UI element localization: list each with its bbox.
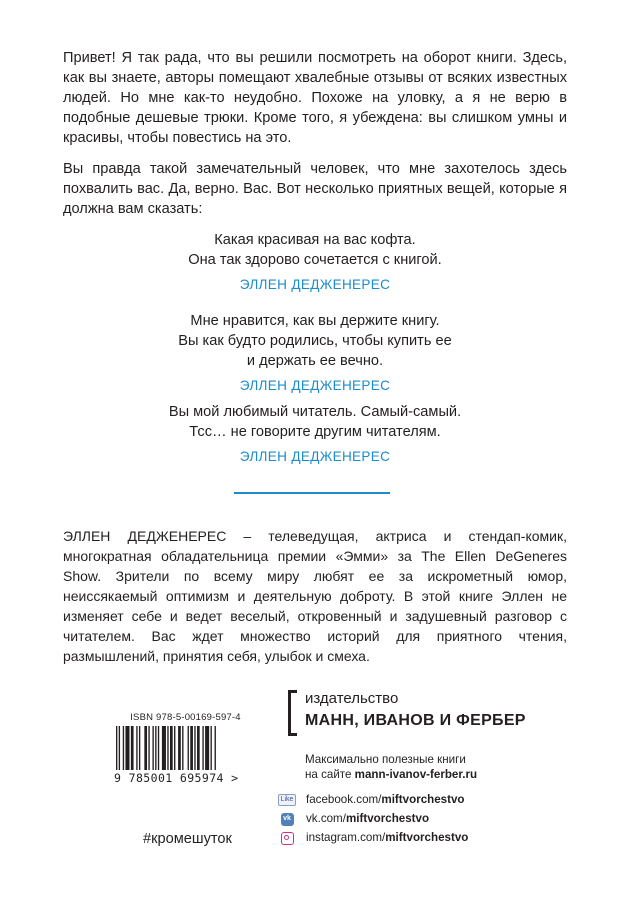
barcode-bar	[194, 726, 195, 770]
social-vk[interactable]	[272, 811, 429, 827]
barcode-bar	[178, 726, 181, 770]
intro	[63, 48, 567, 219]
quote-line: Вы как будто родились, чтобы купить ее	[178, 333, 452, 349]
barcode-bar	[148, 726, 149, 770]
quote-author: ЭЛЛЕН ДЕДЖЕНЕРЕС	[239, 277, 391, 292]
quote-1	[0, 230, 630, 295]
accent-divider	[234, 492, 390, 494]
barcode-bar	[211, 726, 212, 770]
barcode-bar	[174, 726, 175, 770]
barcode-bar	[188, 726, 189, 770]
quote-line: Вы мой любимый читатель. Самый-самый.	[168, 404, 462, 420]
social-prefix: vk.com/	[306, 812, 346, 825]
ean-number: 9 785001 695974 >	[114, 771, 239, 785]
barcode-bar	[125, 726, 129, 770]
facebook-like-icon: Like	[278, 794, 297, 806]
social-handle: miftvorchestvo	[345, 812, 430, 825]
publisher-site-link[interactable]: mann-ivanov-ferber.ru	[354, 768, 478, 781]
publisher-tagline: Максимально полезные книги	[305, 753, 466, 766]
quote-3	[0, 402, 630, 467]
publisher-site-prefix: на сайте	[305, 768, 355, 781]
publisher-site	[305, 767, 477, 782]
barcode-bar	[119, 726, 120, 770]
social-handle: miftvorchestvo	[381, 793, 465, 806]
publisher-name: МАНН, ИВАНОВ И ФЕРБЕР	[305, 712, 526, 729]
hashtag: #кромешуток	[143, 831, 232, 847]
barcode-bar	[158, 726, 159, 770]
barcode-bar	[136, 726, 137, 770]
instagram-icon	[281, 832, 294, 845]
quote-line: Она так здорово сочетается с книгой.	[188, 252, 442, 268]
barcode-bar	[116, 726, 117, 770]
barcode-bar	[139, 726, 140, 770]
publisher-label: издательство	[305, 690, 399, 707]
barcode-bar	[205, 726, 209, 770]
barcode-block	[114, 712, 257, 785]
social-instagram[interactable]	[272, 830, 468, 846]
barcode-bar	[123, 726, 124, 770]
barcode-bar	[190, 726, 193, 770]
barcode	[114, 726, 257, 770]
quote-line: и держать ее вечно.	[246, 353, 384, 369]
quote-2	[0, 311, 630, 396]
vk-icon: vk	[281, 813, 294, 826]
intro-paragraph-2: Вы правда такой замечательный человек, что мне захотелось здесь похвалить вас. Да, верно. Вас. Вот несколько приятных вещей, которые я должна вам сказать:	[63, 161, 567, 217]
barcode-bar	[152, 726, 153, 770]
barcode-bar	[167, 726, 168, 770]
barcode-bar	[182, 726, 183, 770]
quote-author: ЭЛЛЕН ДЕДЖЕНЕРЕС	[239, 449, 391, 464]
social-handle: miftvorchestvo	[385, 831, 469, 844]
social-prefix: facebook.com/	[306, 793, 382, 806]
social-prefix: instagram.com/	[306, 831, 386, 844]
publisher-logo-bracket	[288, 690, 297, 736]
barcode-bar	[131, 726, 134, 770]
barcode-bar	[202, 726, 203, 770]
quote-line: Тсс… не говорите другим читателям.	[189, 424, 441, 440]
social-facebook[interactable]	[272, 792, 465, 808]
barcode-bar	[155, 726, 156, 770]
barcode-bar	[170, 726, 173, 770]
quote-line: Мне нравится, как вы держите книгу.	[190, 313, 440, 329]
barcode-bar	[197, 726, 200, 770]
quote-line: Какая красивая на вас кофта.	[214, 232, 416, 248]
quote-author: ЭЛЛЕН ДЕДЖЕНЕРЕС	[239, 378, 391, 393]
intro-paragraph-1: Привет! Я так рада, что вы решили посмотреть на оборот книги. Здесь, как вы знаете, авторы помещают хвалебные отзывы от всяких известных людей. Но мне как-то неудобно. Похоже на уловку, а я не верю в подобные дешевые трюки. Кроме того, я убеждена: вы слишком умны и красивы, чтобы повестись на это.	[63, 50, 567, 146]
barcode-bar	[144, 726, 147, 770]
barcode-bar	[162, 726, 166, 770]
barcode-bar	[215, 726, 216, 770]
isbn-text: ISBN 978-5-00169-597-4	[130, 712, 241, 723]
author-bio: ЭЛЛЕН ДЕДЖЕНЕРЕС – телеведущая, актриса и стендап-комик, многократная обладательница премии «Эмми» за The Ellen DeGeneres Show. Зрители по всему миру любят ее за искрометный юмор, неиссякаемый оптимизм и деятельную доброту. В этой книге Эллен не изменяет себе и ведет веселый, откровенный и задушевный разговор с читателем. Вас ждет множество историй для приятного чтения, размышлений, принятия себя, улыбок и смеха.	[63, 528, 567, 664]
